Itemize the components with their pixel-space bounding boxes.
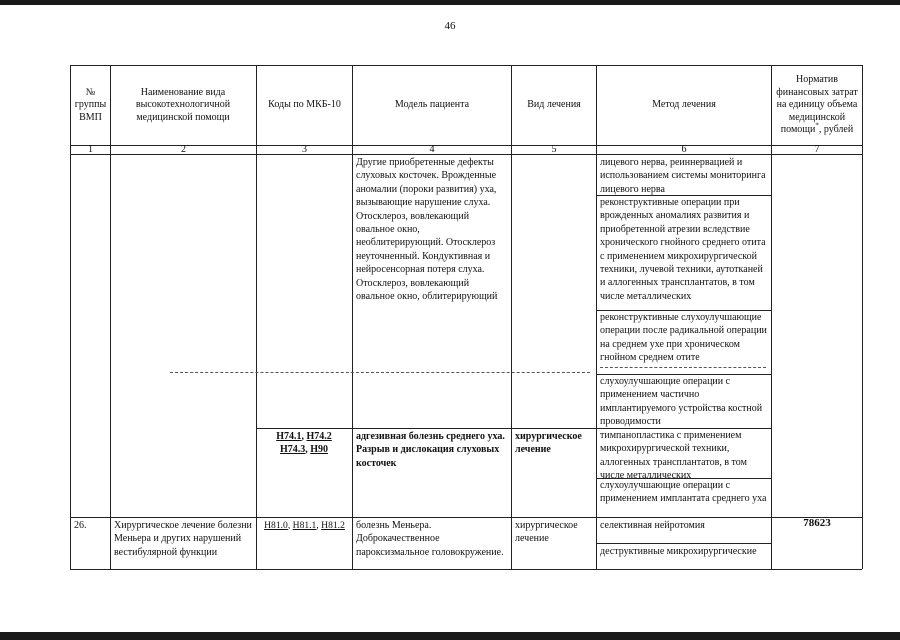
icd-code: H81.0 (264, 520, 288, 531)
subrow-treatment-type: хирургическое лечение (515, 431, 582, 456)
column-number: 2 (181, 144, 186, 155)
icd-code: H90 (310, 444, 329, 456)
icd-code: H74.3 (279, 444, 306, 456)
row-group-number: 26. (74, 520, 87, 531)
top-border (0, 0, 900, 5)
icd-code: H74.1 (276, 431, 302, 442)
icd-code: H74.2 (306, 431, 332, 442)
page-number: 46 (444, 20, 456, 32)
method-item: деструктивные микрохирургические (600, 546, 757, 557)
method-item: лицевого нерва, реиннервацией и использованием системы мониторинга лицевого нерва (600, 157, 766, 195)
header-group-number: № группы ВМП (74, 86, 107, 123)
header-icd-codes: Коды по МКБ-10 (268, 99, 341, 111)
column-number: 7 (814, 144, 820, 155)
column-number: 3 (302, 144, 307, 155)
method-item: реконструктивные слухоулучшающие операции после радикальной операции на среднем ухе при хроническом гнойном среднем отите (600, 312, 767, 364)
column-number: 4 (429, 144, 435, 155)
row-treatment-type: хирургическое лечение (515, 520, 578, 545)
row-cost-value: 78623 (803, 517, 831, 529)
method-item: слухоулучшающие операции с применением частично имплантируемого устройства костной проводимости (600, 376, 763, 428)
icd-code: H81.1 (292, 520, 317, 531)
bottom-border (0, 632, 900, 640)
header-care-type: Наименование вида высокотехнологичной медицинской помощи (135, 86, 231, 123)
header-patient-model: Модель пациента (394, 99, 470, 111)
row-care-type-name: Хирургическое лечение болезни Меньера и других нарушений вестибулярной функции (114, 520, 252, 558)
row-patient-model: болезнь Меньера. Доброкачественное пароксизмальное головокружение. (356, 520, 504, 558)
column-number: 1 (88, 144, 93, 155)
column-number: 5 (551, 144, 557, 155)
subrow-patient-model: адгезивная болезнь среднего уха. Разрыв и дислокация слуховых косточек (356, 431, 505, 469)
method-item: селективная нейротомия (600, 520, 705, 531)
header-cost-norm: Норматив финансовых затрат на единицу объема медицинской помощи*, рублей (776, 74, 858, 136)
header-treatment-method: Метод лечения (652, 99, 716, 111)
header-treatment-type: Вид лечения (527, 99, 581, 111)
method-item: реконструктивные операции при врожденных аномалиях развития и приобретенной атрезии вследствие хронического гнойного среднего отита с применением микрохирургической техники, лучевой техники, аутотканей и аллогенных трансплантатов, в том числе металлических (600, 197, 766, 302)
row-icd-codes: H81.0, H81.1, H81.2 (264, 520, 345, 531)
method-item: тимпанопластика с применением микрохирургической техники, аллогенных трансплантатов, в том числе металлических (600, 430, 747, 482)
column-number: 6 (681, 144, 687, 155)
subrow-icd-codes: H74.1, H74.2 H74.3, H90 (276, 431, 332, 456)
icd-code: H81.2 (321, 520, 345, 531)
method-item: слухоулучшающие операции с применением имплантата среднего уха (600, 480, 767, 505)
continuation-patient-model: Другие приобретенные дефекты слуховых косточек. Врожденные аномалии (пороки развития) уха, вызывающие нарушение слуха. Отосклероз, вовлекающий овальное окно, необлитерирующий. Отосклероз неуточненный. Кондуктивная и нейросенсорная потеря слуха. Отосклероз, вовлекающий овальное окно, облитерирующий (356, 157, 498, 303)
